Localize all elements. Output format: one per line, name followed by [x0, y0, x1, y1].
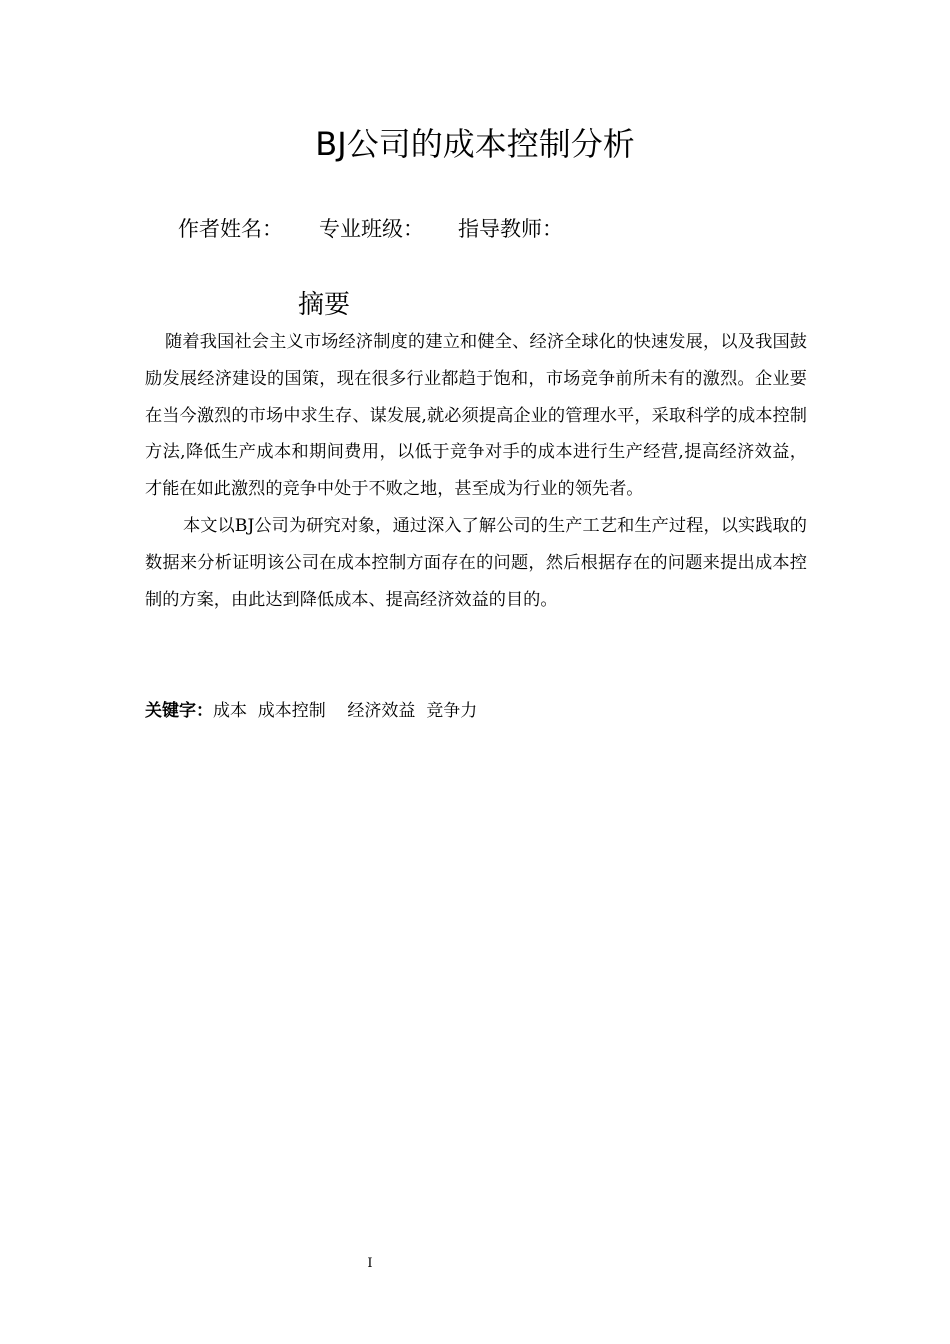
abstract-heading: 摘要 [298, 290, 351, 320]
keywords [145, 696, 477, 726]
abstract-body [145, 324, 807, 618]
class-label: 专业班级： [319, 217, 424, 241]
keywords-value: 成本 成本控制 经济效益 竞争力 [213, 701, 478, 721]
advisor-label: 指导教师： [458, 217, 563, 241]
page-number: I [367, 1256, 373, 1271]
document-title: BJ公司的成本控制分析 [315, 125, 635, 163]
author-info [178, 212, 563, 246]
keywords-label: 关键字： [145, 701, 213, 721]
abstract-paragraph-1: 随着我国社会主义市场经济制度的建立和健全、经济全球化的快速发展，以及我国鼓励发展经济建设的国策，现在很多行业都趋于饱和，市场竞争前所未有的激烈。企业要在当今激烈的市场中求生存、谋发展,就必须提高企业的管理水平，采取科学的成本控制方法,降低生产成本和期间费用，以低于竞争对手的成本进行生产经营,提高经济效益，才能在如此激烈的竞争中处于不败之地，甚至成为行业的领先者。 [145, 332, 807, 500]
abstract-paragraph-2: 本文以BJ公司为研究对象，通过深入了解公司的生产工艺和生产过程，以实践取的数据来分析证明该公司在成本控制方面存在的问题，然后根据存在的问题来提出成本控制的方案，由此达到降低成本、提高经济效益的目的。 [145, 515, 807, 610]
author-name-label: 作者姓名： [178, 217, 283, 241]
